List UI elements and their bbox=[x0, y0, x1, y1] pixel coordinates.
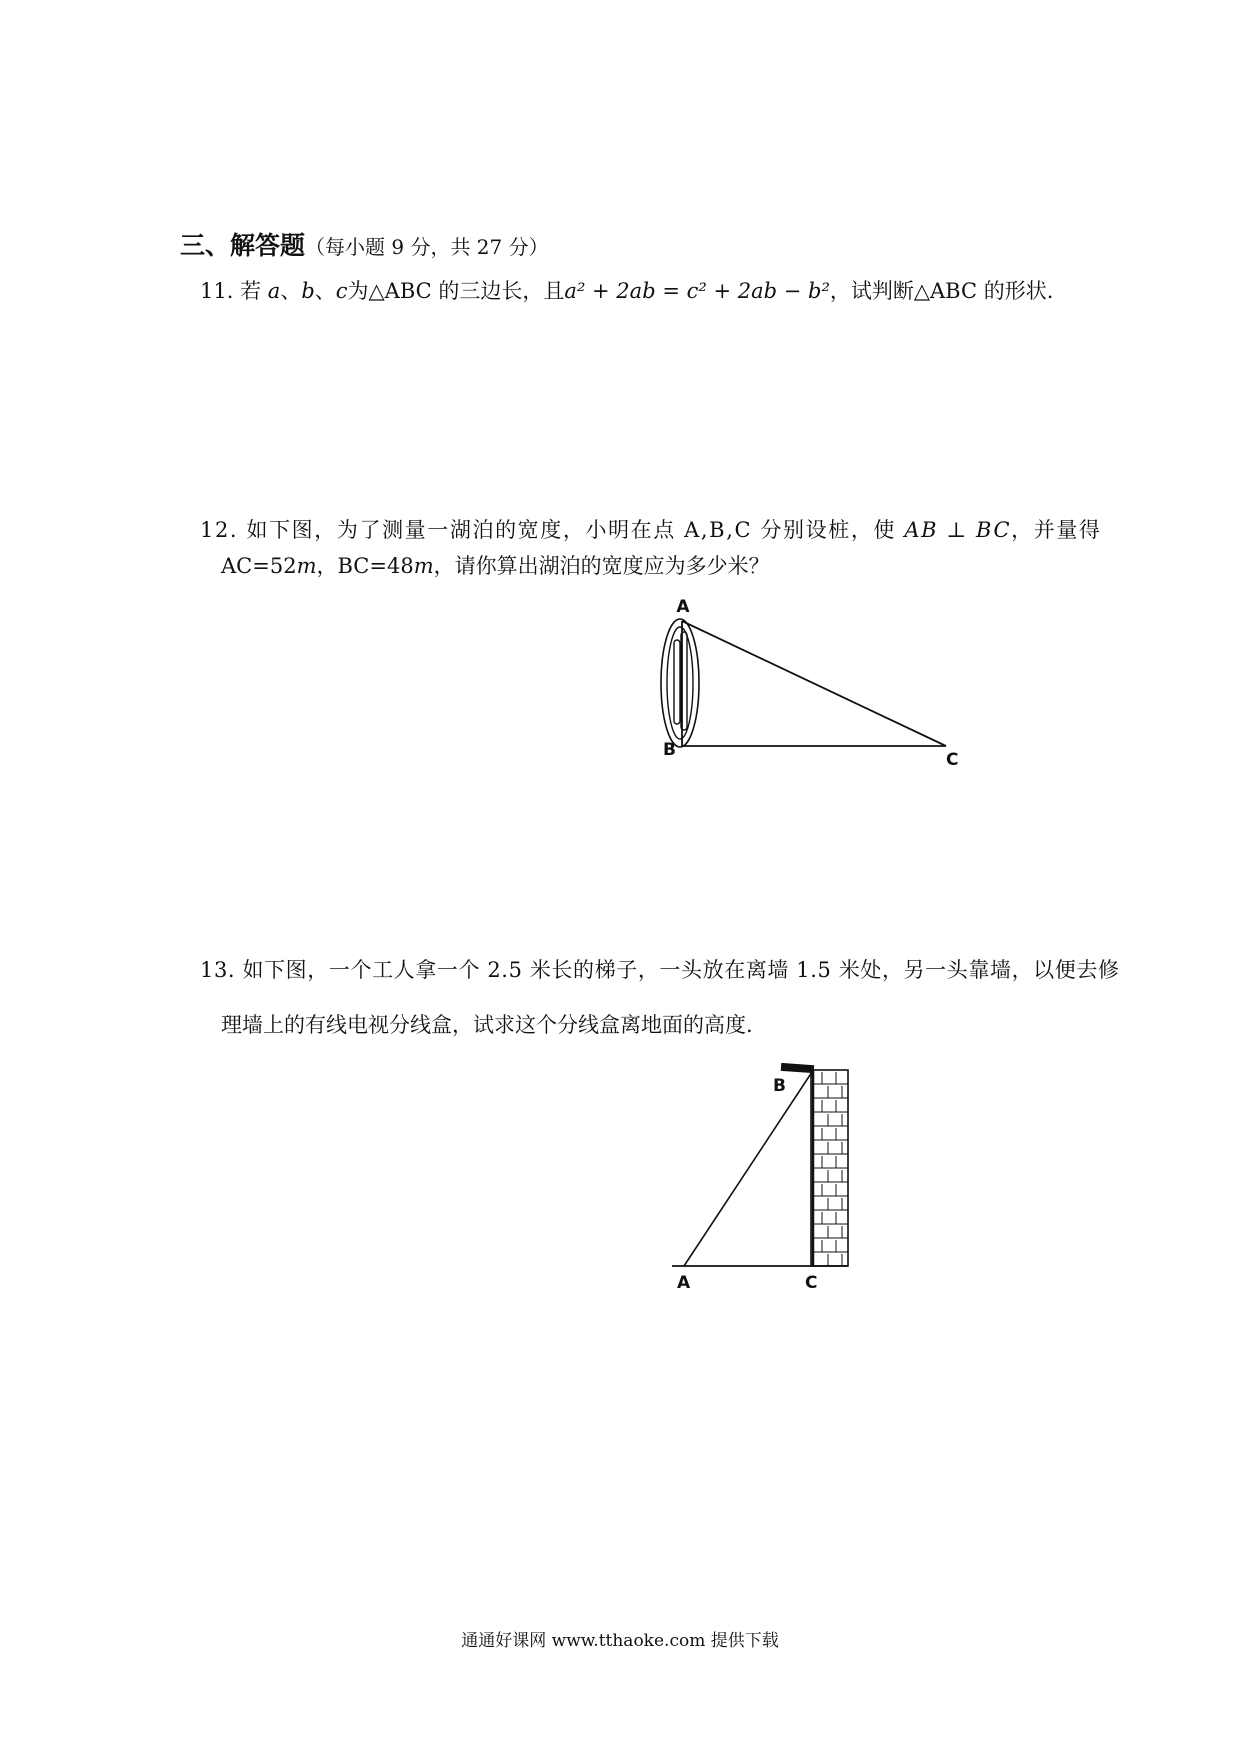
lake-island-left bbox=[674, 640, 680, 724]
question-12-line-2 bbox=[221, 556, 770, 577]
q11-text-3: ，试判断△ABC 的形状. bbox=[829, 279, 1054, 303]
wall-bricks bbox=[813, 1072, 848, 1266]
q11-var-c: c bbox=[335, 279, 348, 303]
q11-var-b: b bbox=[301, 279, 315, 303]
q13-ladder-figure bbox=[660, 1058, 860, 1298]
q11-equation-rhs: = c² + 2ab − b² bbox=[662, 279, 830, 303]
q12-lake-figure bbox=[640, 596, 970, 776]
footer-text: 通通好课网 www.tthaoke.com 提供下载 bbox=[461, 1631, 779, 1651]
q12-relation: AB ⊥ BC bbox=[904, 518, 1012, 542]
brick-wall bbox=[811, 1070, 848, 1266]
q11-number: 11. bbox=[200, 279, 234, 303]
ladder bbox=[684, 1072, 812, 1266]
cable-box bbox=[781, 1063, 814, 1073]
footer bbox=[0, 1626, 1240, 1651]
q11-text-2: 为△ABC 的三边长，且 bbox=[347, 279, 565, 303]
q11-sep-1: 、 bbox=[280, 279, 302, 303]
q11-text-1: 若 bbox=[240, 279, 262, 303]
q11-equation-lhs: a² + 2ab bbox=[564, 279, 656, 303]
question-13-line-2 bbox=[221, 1015, 753, 1036]
q11-var-a: a bbox=[267, 279, 281, 303]
q12-unit-1: m bbox=[296, 554, 317, 578]
q11-sep-2: 、 bbox=[314, 279, 336, 303]
q12-text-1-end: ，并量得 bbox=[1011, 518, 1102, 542]
side-ac bbox=[682, 621, 946, 746]
q12-label-b: B bbox=[663, 740, 676, 760]
section-title: 三、解答题 bbox=[180, 231, 306, 260]
section-heading bbox=[180, 226, 549, 262]
section-score-note: （每小题 9 分，共 27 分） bbox=[305, 235, 549, 259]
question-11 bbox=[200, 281, 1053, 302]
q13-label-a: A bbox=[677, 1273, 691, 1293]
q12-label-a: A bbox=[676, 597, 690, 617]
q12-bc: ，BC=48 bbox=[316, 554, 414, 578]
q12-ac: AC=52 bbox=[221, 554, 297, 578]
q12-label-c: C bbox=[946, 750, 959, 770]
q13-label-b: B bbox=[773, 1076, 786, 1096]
question-13-line-1 bbox=[200, 960, 1120, 981]
q13-text-1: 13. 如下图，一个工人拿一个 2.5 米长的梯子，一头放在离墙 1.5 米处，另一头靠墙，以便去修 bbox=[200, 958, 1120, 982]
question-12-line-1 bbox=[200, 520, 1102, 541]
q13-label-c: C bbox=[805, 1273, 818, 1293]
q13-text-2: 理墙上的有线电视分线盒，试求这个分线盒离地面的高度. bbox=[221, 1013, 753, 1037]
q12-text-1: 12. 如下图，为了测量一湖泊的宽度，小明在点 A,B,C 分别设桩，使 bbox=[200, 518, 897, 542]
q12-unit-2: m bbox=[413, 554, 434, 578]
q12-text-2-end: ，请你算出湖泊的宽度应为多少米？ bbox=[433, 554, 770, 578]
